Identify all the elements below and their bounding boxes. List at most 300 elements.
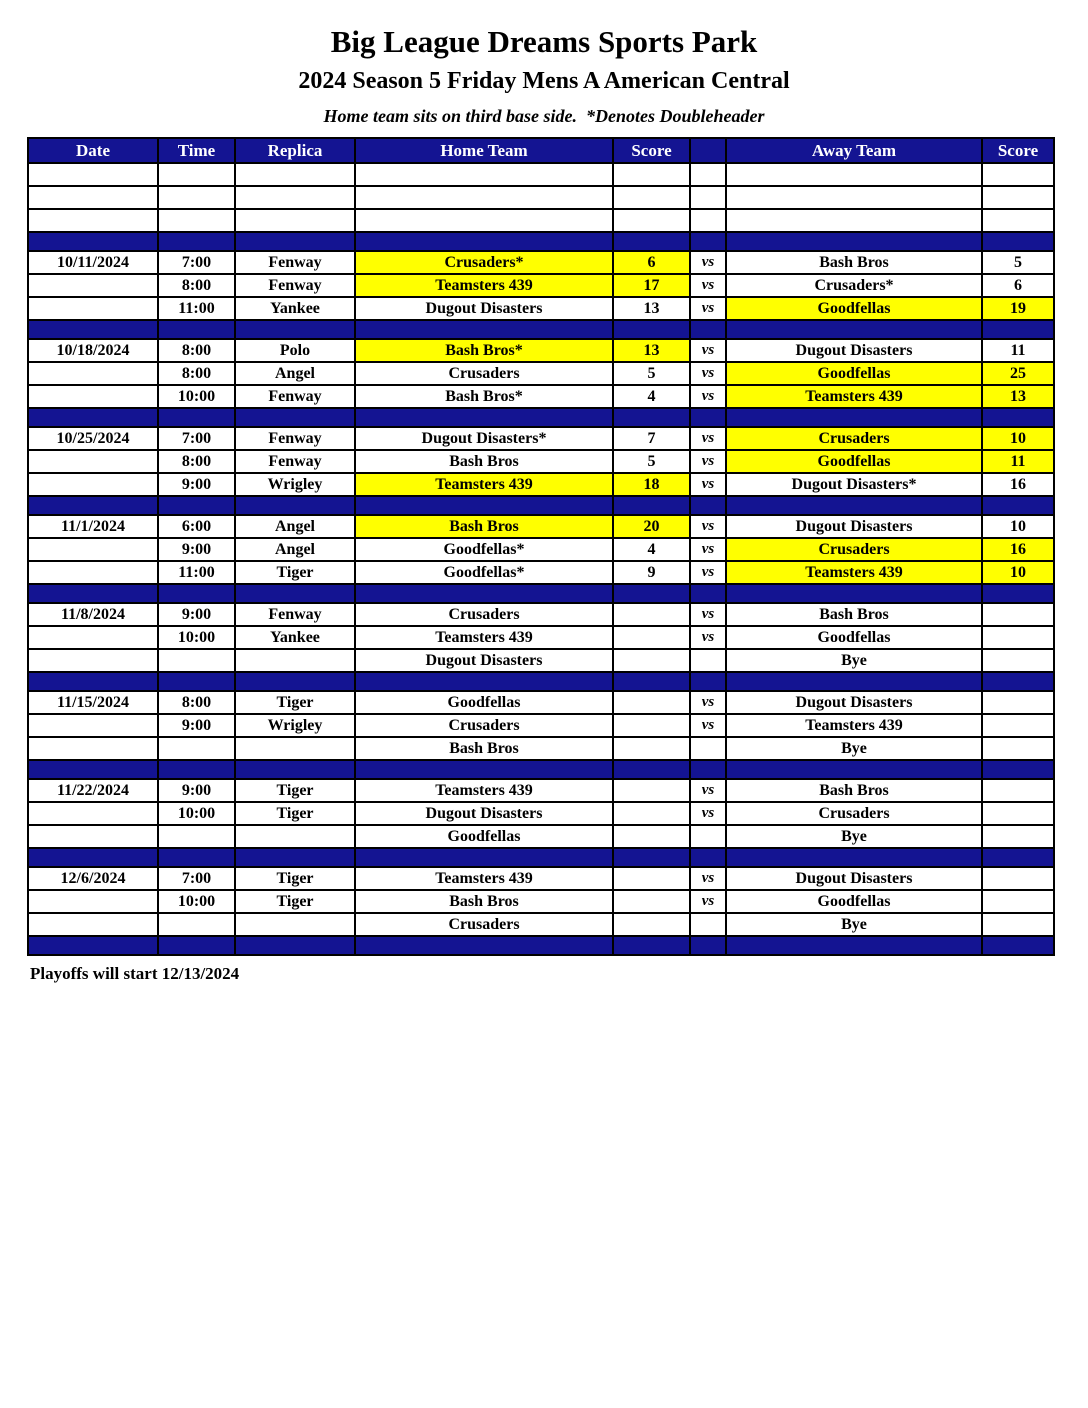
home-team-cell: Teamsters 439 bbox=[355, 473, 613, 496]
spacer-cell bbox=[613, 848, 690, 867]
home-score-cell: 13 bbox=[613, 297, 690, 320]
away-score-cell bbox=[982, 691, 1054, 714]
game-row bbox=[28, 802, 1054, 825]
date-cell bbox=[28, 561, 158, 584]
game-row bbox=[28, 779, 1054, 802]
vs-cell: vs bbox=[690, 538, 726, 561]
col-header-away-team: Away Team bbox=[726, 138, 982, 163]
spacer-cell bbox=[690, 209, 726, 232]
replica-cell: Fenway bbox=[235, 274, 355, 297]
away-team-cell: Dugout Disasters bbox=[726, 515, 982, 538]
game-row bbox=[28, 538, 1054, 561]
spacer-cell bbox=[235, 209, 355, 232]
spacer-cell bbox=[235, 848, 355, 867]
spacer-cell bbox=[982, 232, 1054, 251]
spacer-cell bbox=[355, 584, 613, 603]
game-row bbox=[28, 867, 1054, 890]
date-cell bbox=[28, 802, 158, 825]
home-team-cell: Teamsters 439 bbox=[355, 779, 613, 802]
spacer-cell bbox=[235, 320, 355, 339]
time-cell bbox=[158, 649, 235, 672]
home-score-cell: 5 bbox=[613, 362, 690, 385]
time-cell: 9:00 bbox=[158, 473, 235, 496]
time-cell: 10:00 bbox=[158, 802, 235, 825]
home-score-cell: 6 bbox=[613, 251, 690, 274]
vs-cell: vs bbox=[690, 714, 726, 737]
date-cell bbox=[28, 297, 158, 320]
schedule-table bbox=[27, 137, 1055, 956]
date-cell: 10/11/2024 bbox=[28, 251, 158, 274]
away-team-cell: Goodfellas bbox=[726, 626, 982, 649]
home-score-cell bbox=[613, 603, 690, 626]
away-score-cell: 6 bbox=[982, 274, 1054, 297]
replica-cell: Angel bbox=[235, 362, 355, 385]
spacer-cell bbox=[28, 672, 158, 691]
home-team-cell: Dugout Disasters bbox=[355, 802, 613, 825]
home-team-cell: Teamsters 439 bbox=[355, 626, 613, 649]
home-score-cell bbox=[613, 737, 690, 760]
vs-cell: vs bbox=[690, 603, 726, 626]
spacer-cell bbox=[613, 672, 690, 691]
replica-cell bbox=[235, 825, 355, 848]
time-cell: 8:00 bbox=[158, 450, 235, 473]
date-cell bbox=[28, 825, 158, 848]
replica-cell: Fenway bbox=[235, 450, 355, 473]
home-team-cell: Bash Bros bbox=[355, 737, 613, 760]
vs-cell: vs bbox=[690, 779, 726, 802]
spacer-cell bbox=[158, 320, 235, 339]
spacer-cell bbox=[355, 936, 613, 955]
spacer-cell bbox=[982, 936, 1054, 955]
col-header-date: Date bbox=[28, 138, 158, 163]
col-header-vs bbox=[690, 138, 726, 163]
game-row bbox=[28, 339, 1054, 362]
spacer-cell bbox=[982, 496, 1054, 515]
spacer-cell bbox=[726, 848, 982, 867]
separator-row bbox=[28, 408, 1054, 427]
separator-row bbox=[28, 320, 1054, 339]
spacer-cell bbox=[28, 232, 158, 251]
spacer-cell bbox=[690, 163, 726, 186]
time-cell: 6:00 bbox=[158, 515, 235, 538]
spacer-cell bbox=[28, 584, 158, 603]
separator-row bbox=[28, 496, 1054, 515]
vs-cell: vs bbox=[690, 339, 726, 362]
spacer-cell bbox=[726, 672, 982, 691]
home-team-cell: Bash Bros* bbox=[355, 339, 613, 362]
replica-cell: Yankee bbox=[235, 297, 355, 320]
spacer-cell bbox=[613, 936, 690, 955]
spacer-cell bbox=[355, 672, 613, 691]
spacer-cell bbox=[158, 408, 235, 427]
date-cell: 10/25/2024 bbox=[28, 427, 158, 450]
home-team-cell: Bash Bros bbox=[355, 450, 613, 473]
date-cell bbox=[28, 274, 158, 297]
spacer-cell bbox=[726, 163, 982, 186]
spacer-cell bbox=[690, 232, 726, 251]
spacer-cell bbox=[355, 232, 613, 251]
away-score-cell: 5 bbox=[982, 251, 1054, 274]
game-row bbox=[28, 427, 1054, 450]
date-cell bbox=[28, 649, 158, 672]
schedule-note: Home team sits on third base side. *Denotes Doubleheader bbox=[323, 106, 765, 126]
replica-cell: Fenway bbox=[235, 603, 355, 626]
away-team-cell: Goodfellas bbox=[726, 362, 982, 385]
home-score-cell bbox=[613, 649, 690, 672]
away-team-cell: Crusaders bbox=[726, 538, 982, 561]
away-team-cell: Bye bbox=[726, 913, 982, 936]
date-cell bbox=[28, 913, 158, 936]
away-team-cell: Goodfellas bbox=[726, 890, 982, 913]
time-cell: 10:00 bbox=[158, 385, 235, 408]
separator-row bbox=[28, 760, 1054, 779]
spacer-cell bbox=[690, 672, 726, 691]
spacer-cell bbox=[235, 408, 355, 427]
spacer-cell bbox=[355, 408, 613, 427]
spacer-cell bbox=[28, 320, 158, 339]
spacer-cell bbox=[355, 186, 613, 209]
game-row bbox=[28, 515, 1054, 538]
home-team-cell: Goodfellas bbox=[355, 691, 613, 714]
home-team-cell: Crusaders bbox=[355, 913, 613, 936]
spacer-cell bbox=[235, 672, 355, 691]
spacer-cell bbox=[982, 408, 1054, 427]
spacer-cell bbox=[158, 232, 235, 251]
spacer-cell bbox=[355, 848, 613, 867]
game-row bbox=[28, 603, 1054, 626]
replica-cell: Fenway bbox=[235, 385, 355, 408]
spacer-cell bbox=[613, 408, 690, 427]
vs-cell: vs bbox=[690, 251, 726, 274]
away-team-cell: Bash Bros bbox=[726, 603, 982, 626]
date-cell: 10/18/2024 bbox=[28, 339, 158, 362]
date-cell: 11/22/2024 bbox=[28, 779, 158, 802]
home-score-cell bbox=[613, 626, 690, 649]
date-cell bbox=[28, 450, 158, 473]
vs-cell: vs bbox=[690, 691, 726, 714]
separator-row bbox=[28, 848, 1054, 867]
home-score-cell: 17 bbox=[613, 274, 690, 297]
away-score-cell bbox=[982, 649, 1054, 672]
vs-cell bbox=[690, 825, 726, 848]
date-cell bbox=[28, 626, 158, 649]
vs-cell: vs bbox=[690, 867, 726, 890]
col-header-replica: Replica bbox=[235, 138, 355, 163]
away-score-cell bbox=[982, 714, 1054, 737]
spacer-cell bbox=[613, 760, 690, 779]
spacer-cell bbox=[158, 209, 235, 232]
vs-cell: vs bbox=[690, 890, 726, 913]
replica-cell: Fenway bbox=[235, 251, 355, 274]
away-team-cell: Bash Bros bbox=[726, 779, 982, 802]
away-score-cell bbox=[982, 913, 1054, 936]
away-score-cell: 16 bbox=[982, 473, 1054, 496]
spacer-cell bbox=[355, 163, 613, 186]
away-team-cell: Crusaders bbox=[726, 427, 982, 450]
away-team-cell: Goodfellas bbox=[726, 450, 982, 473]
replica-cell: Angel bbox=[235, 515, 355, 538]
home-team-cell: Bash Bros bbox=[355, 890, 613, 913]
home-score-cell: 5 bbox=[613, 450, 690, 473]
home-team-cell: Crusaders bbox=[355, 603, 613, 626]
spacer-cell bbox=[690, 496, 726, 515]
spacer-cell bbox=[235, 186, 355, 209]
time-cell: 10:00 bbox=[158, 890, 235, 913]
spacer-cell bbox=[28, 163, 158, 186]
away-team-cell: Teamsters 439 bbox=[726, 385, 982, 408]
table-header-row bbox=[28, 138, 1054, 163]
spacer-cell bbox=[982, 320, 1054, 339]
time-cell: 10:00 bbox=[158, 626, 235, 649]
away-score-cell: 10 bbox=[982, 427, 1054, 450]
spacer-cell bbox=[28, 936, 158, 955]
replica-cell: Yankee bbox=[235, 626, 355, 649]
spacer-cell bbox=[982, 163, 1054, 186]
away-score-cell bbox=[982, 825, 1054, 848]
date-cell bbox=[28, 385, 158, 408]
replica-cell bbox=[235, 913, 355, 936]
spacer-cell bbox=[726, 209, 982, 232]
game-row bbox=[28, 274, 1054, 297]
time-cell: 9:00 bbox=[158, 779, 235, 802]
vs-cell bbox=[690, 913, 726, 936]
time-cell: 8:00 bbox=[158, 339, 235, 362]
home-score-cell: 20 bbox=[613, 515, 690, 538]
away-score-cell: 13 bbox=[982, 385, 1054, 408]
replica-cell: Polo bbox=[235, 339, 355, 362]
replica-cell: Tiger bbox=[235, 779, 355, 802]
spacer-cell bbox=[28, 186, 158, 209]
away-team-cell: Dugout Disasters bbox=[726, 339, 982, 362]
away-score-cell: 10 bbox=[982, 515, 1054, 538]
away-team-cell: Goodfellas bbox=[726, 297, 982, 320]
spacer-cell bbox=[690, 760, 726, 779]
spacer-cell bbox=[28, 760, 158, 779]
date-cell: 11/8/2024 bbox=[28, 603, 158, 626]
game-row bbox=[28, 385, 1054, 408]
vs-cell: vs bbox=[690, 297, 726, 320]
away-score-cell bbox=[982, 603, 1054, 626]
replica-cell: Tiger bbox=[235, 691, 355, 714]
away-team-cell: Teamsters 439 bbox=[726, 714, 982, 737]
home-score-cell bbox=[613, 913, 690, 936]
spacer-cell bbox=[28, 496, 158, 515]
game-row bbox=[28, 473, 1054, 496]
separator-row bbox=[28, 672, 1054, 691]
spacer-cell bbox=[690, 936, 726, 955]
empty-row bbox=[28, 209, 1054, 232]
away-score-cell: 16 bbox=[982, 538, 1054, 561]
away-team-cell: Bash Bros bbox=[726, 251, 982, 274]
time-cell: 7:00 bbox=[158, 427, 235, 450]
col-header-home-score: Score bbox=[613, 138, 690, 163]
home-team-cell: Crusaders bbox=[355, 714, 613, 737]
away-team-cell: Dugout Disasters bbox=[726, 867, 982, 890]
date-cell: 11/15/2024 bbox=[28, 691, 158, 714]
home-score-cell: 4 bbox=[613, 538, 690, 561]
spacer-cell bbox=[726, 760, 982, 779]
game-row bbox=[28, 913, 1054, 936]
spacer-cell bbox=[690, 584, 726, 603]
spacer-cell bbox=[726, 496, 982, 515]
separator-row bbox=[28, 232, 1054, 251]
spacer-cell bbox=[158, 848, 235, 867]
game-row bbox=[28, 691, 1054, 714]
vs-cell: vs bbox=[690, 515, 726, 538]
time-cell: 7:00 bbox=[158, 867, 235, 890]
time-cell: 9:00 bbox=[158, 603, 235, 626]
spacer-cell bbox=[235, 496, 355, 515]
time-cell: 8:00 bbox=[158, 362, 235, 385]
date-cell bbox=[28, 362, 158, 385]
spacer-cell bbox=[158, 163, 235, 186]
away-score-cell: 11 bbox=[982, 450, 1054, 473]
away-score-cell: 19 bbox=[982, 297, 1054, 320]
spacer-cell bbox=[613, 232, 690, 251]
vs-cell: vs bbox=[690, 362, 726, 385]
spacer-cell bbox=[726, 232, 982, 251]
vs-cell: vs bbox=[690, 427, 726, 450]
vs-cell: vs bbox=[690, 626, 726, 649]
spacer-cell bbox=[355, 320, 613, 339]
spacer-cell bbox=[690, 408, 726, 427]
away-team-cell: Teamsters 439 bbox=[726, 561, 982, 584]
spacer-cell bbox=[158, 584, 235, 603]
away-score-cell: 25 bbox=[982, 362, 1054, 385]
away-team-cell: Dugout Disasters* bbox=[726, 473, 982, 496]
spacer-cell bbox=[690, 848, 726, 867]
spacer-cell bbox=[726, 584, 982, 603]
home-score-cell: 7 bbox=[613, 427, 690, 450]
game-row bbox=[28, 297, 1054, 320]
home-score-cell bbox=[613, 691, 690, 714]
vs-cell: vs bbox=[690, 274, 726, 297]
home-team-cell: Bash Bros* bbox=[355, 385, 613, 408]
vs-cell: vs bbox=[690, 385, 726, 408]
spacer-cell bbox=[235, 232, 355, 251]
time-cell: 9:00 bbox=[158, 538, 235, 561]
spacer-cell bbox=[235, 936, 355, 955]
home-team-cell: Crusaders bbox=[355, 362, 613, 385]
home-score-cell: 4 bbox=[613, 385, 690, 408]
game-row bbox=[28, 649, 1054, 672]
spacer-cell bbox=[158, 496, 235, 515]
game-row bbox=[28, 737, 1054, 760]
empty-row bbox=[28, 163, 1054, 186]
replica-cell: Fenway bbox=[235, 427, 355, 450]
spacer-cell bbox=[982, 209, 1054, 232]
page-header bbox=[0, 0, 1088, 127]
spacer-cell bbox=[982, 584, 1054, 603]
page-subtitle: 2024 Season 5 Friday Mens A American Central bbox=[298, 68, 790, 94]
spacer-cell bbox=[982, 848, 1054, 867]
game-row bbox=[28, 362, 1054, 385]
game-row bbox=[28, 825, 1054, 848]
date-cell bbox=[28, 890, 158, 913]
date-cell bbox=[28, 473, 158, 496]
home-team-cell: Goodfellas bbox=[355, 825, 613, 848]
away-team-cell: Crusaders bbox=[726, 802, 982, 825]
separator-row bbox=[28, 584, 1054, 603]
home-score-cell bbox=[613, 802, 690, 825]
home-score-cell bbox=[613, 825, 690, 848]
replica-cell: Tiger bbox=[235, 802, 355, 825]
spacer-cell bbox=[613, 163, 690, 186]
col-header-away-score: Score bbox=[982, 138, 1054, 163]
spacer-cell bbox=[235, 760, 355, 779]
game-row bbox=[28, 890, 1054, 913]
away-score-cell bbox=[982, 802, 1054, 825]
time-cell bbox=[158, 913, 235, 936]
vs-cell bbox=[690, 649, 726, 672]
empty-row bbox=[28, 186, 1054, 209]
spacer-cell bbox=[726, 408, 982, 427]
time-cell bbox=[158, 825, 235, 848]
spacer-cell bbox=[28, 848, 158, 867]
away-score-cell bbox=[982, 737, 1054, 760]
away-team-cell: Bye bbox=[726, 825, 982, 848]
vs-cell: vs bbox=[690, 473, 726, 496]
spacer-cell bbox=[355, 760, 613, 779]
spacer-cell bbox=[613, 584, 690, 603]
replica-cell: Tiger bbox=[235, 890, 355, 913]
spacer-cell bbox=[613, 209, 690, 232]
time-cell: 8:00 bbox=[158, 691, 235, 714]
date-cell: 11/1/2024 bbox=[28, 515, 158, 538]
replica-cell bbox=[235, 737, 355, 760]
home-team-cell: Dugout Disasters bbox=[355, 649, 613, 672]
replica-cell: Wrigley bbox=[235, 473, 355, 496]
spacer-cell bbox=[690, 186, 726, 209]
game-row bbox=[28, 626, 1054, 649]
spacer-cell bbox=[982, 186, 1054, 209]
time-cell: 11:00 bbox=[158, 561, 235, 584]
home-score-cell: 9 bbox=[613, 561, 690, 584]
vs-cell: vs bbox=[690, 450, 726, 473]
home-team-cell: Dugout Disasters* bbox=[355, 427, 613, 450]
col-header-home-team: Home Team bbox=[355, 138, 613, 163]
home-team-cell: Goodfellas* bbox=[355, 561, 613, 584]
home-team-cell: Dugout Disasters bbox=[355, 297, 613, 320]
vs-cell bbox=[690, 737, 726, 760]
away-score-cell bbox=[982, 867, 1054, 890]
vs-cell: vs bbox=[690, 561, 726, 584]
away-score-cell bbox=[982, 626, 1054, 649]
away-score-cell bbox=[982, 890, 1054, 913]
spacer-cell bbox=[982, 672, 1054, 691]
replica-cell: Angel bbox=[235, 538, 355, 561]
date-cell bbox=[28, 538, 158, 561]
replica-cell: Tiger bbox=[235, 867, 355, 890]
spacer-cell bbox=[690, 320, 726, 339]
date-cell bbox=[28, 714, 158, 737]
game-row bbox=[28, 714, 1054, 737]
spacer-cell bbox=[726, 186, 982, 209]
time-cell bbox=[158, 737, 235, 760]
home-team-cell: Goodfellas* bbox=[355, 538, 613, 561]
home-team-cell: Crusaders* bbox=[355, 251, 613, 274]
replica-cell bbox=[235, 649, 355, 672]
away-score-cell: 11 bbox=[982, 339, 1054, 362]
spacer-cell bbox=[982, 760, 1054, 779]
away-score-cell bbox=[982, 779, 1054, 802]
spacer-cell bbox=[158, 672, 235, 691]
home-score-cell bbox=[613, 779, 690, 802]
spacer-cell bbox=[158, 936, 235, 955]
home-score-cell bbox=[613, 714, 690, 737]
home-score-cell bbox=[613, 890, 690, 913]
home-team-cell: Teamsters 439 bbox=[355, 274, 613, 297]
